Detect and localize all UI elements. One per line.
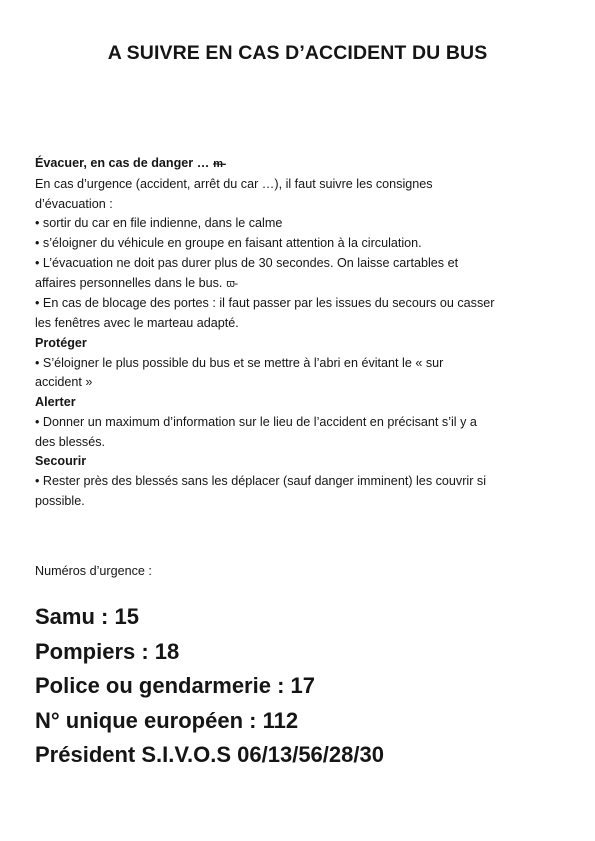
alerter-bullet-line-1: • Donner un maximum d’information sur le lieu de l’accident en précisant s’il y a bbox=[35, 413, 563, 433]
section-heading-evacuer bbox=[35, 154, 563, 175]
evacuer-bullet-3: • L’évacuation ne doit pas durer plus de 30 secondes. On laisse cartables et bbox=[35, 254, 563, 274]
emergency-numbers-list bbox=[35, 600, 384, 773]
page-title: A SUIVRE EN CAS D’ACCIDENT DU BUS bbox=[107, 42, 488, 64]
evacuer-intro-line-2: d’évacuation : bbox=[35, 196, 113, 211]
evacuer-bullet-3-cont-text: affaires personnelles dans le bus. bbox=[35, 275, 223, 290]
emergency-numbers-label: Numéros d’urgence : bbox=[35, 564, 152, 578]
instructions-block bbox=[35, 154, 563, 512]
section-heading-secourir: Secourir bbox=[35, 454, 87, 469]
evacuer-bullet-4: • En cas de blocage des portes : il faut passer par les issues du secours ou casser bbox=[35, 294, 563, 314]
heading-evacuer-text: Évacuer, en cas de danger … bbox=[35, 156, 210, 170]
secourir-bullet-line-2: possible. bbox=[35, 493, 85, 508]
section-heading-alerter: Alerter bbox=[35, 395, 76, 409]
alerter-bullet-line-2: des blessés. bbox=[35, 434, 106, 449]
secourir-bullet-line-1: • Rester près des blessés sans les déplacer (sauf danger imminent) les couvrir si bbox=[35, 472, 563, 492]
evacuer-bullet-2: • s’éloigner du véhicule en groupe en faisant attention à la circulation. bbox=[35, 234, 563, 254]
handwritten-mark: ᵯ- bbox=[213, 158, 226, 170]
emergency-number-president: Président S.I.V.O.S 06/13/56/28/30 bbox=[35, 742, 384, 767]
evacuer-bullet-3-continuation bbox=[35, 274, 563, 295]
emergency-number-pompiers: Pompiers : 18 bbox=[35, 638, 180, 664]
evacuer-bullet-1: • sortir du car en file indienne, dans le calme bbox=[35, 214, 563, 234]
proteger-bullet-line-2: accident » bbox=[35, 375, 93, 390]
evacuer-bullet-4-continuation: les fenêtres avec le marteau adapté. bbox=[35, 316, 239, 330]
proteger-bullet-line-1: • S’éloigner le plus possible du bus et se mettre à l’abri en évitant le « sur bbox=[35, 354, 563, 374]
evacuer-intro-line-1: En cas d’urgence (accident, arrêt du car …), il faut suivre les consignes bbox=[35, 176, 433, 191]
section-heading-proteger: Protéger bbox=[35, 335, 87, 350]
emergency-number-police: Police ou gendarmerie : 17 bbox=[35, 673, 315, 698]
handwritten-mark-2: ϖ- bbox=[226, 277, 238, 290]
emergency-number-samu: Samu : 15 bbox=[35, 604, 139, 629]
emergency-number-european: N° unique européen : 112 bbox=[35, 707, 299, 733]
